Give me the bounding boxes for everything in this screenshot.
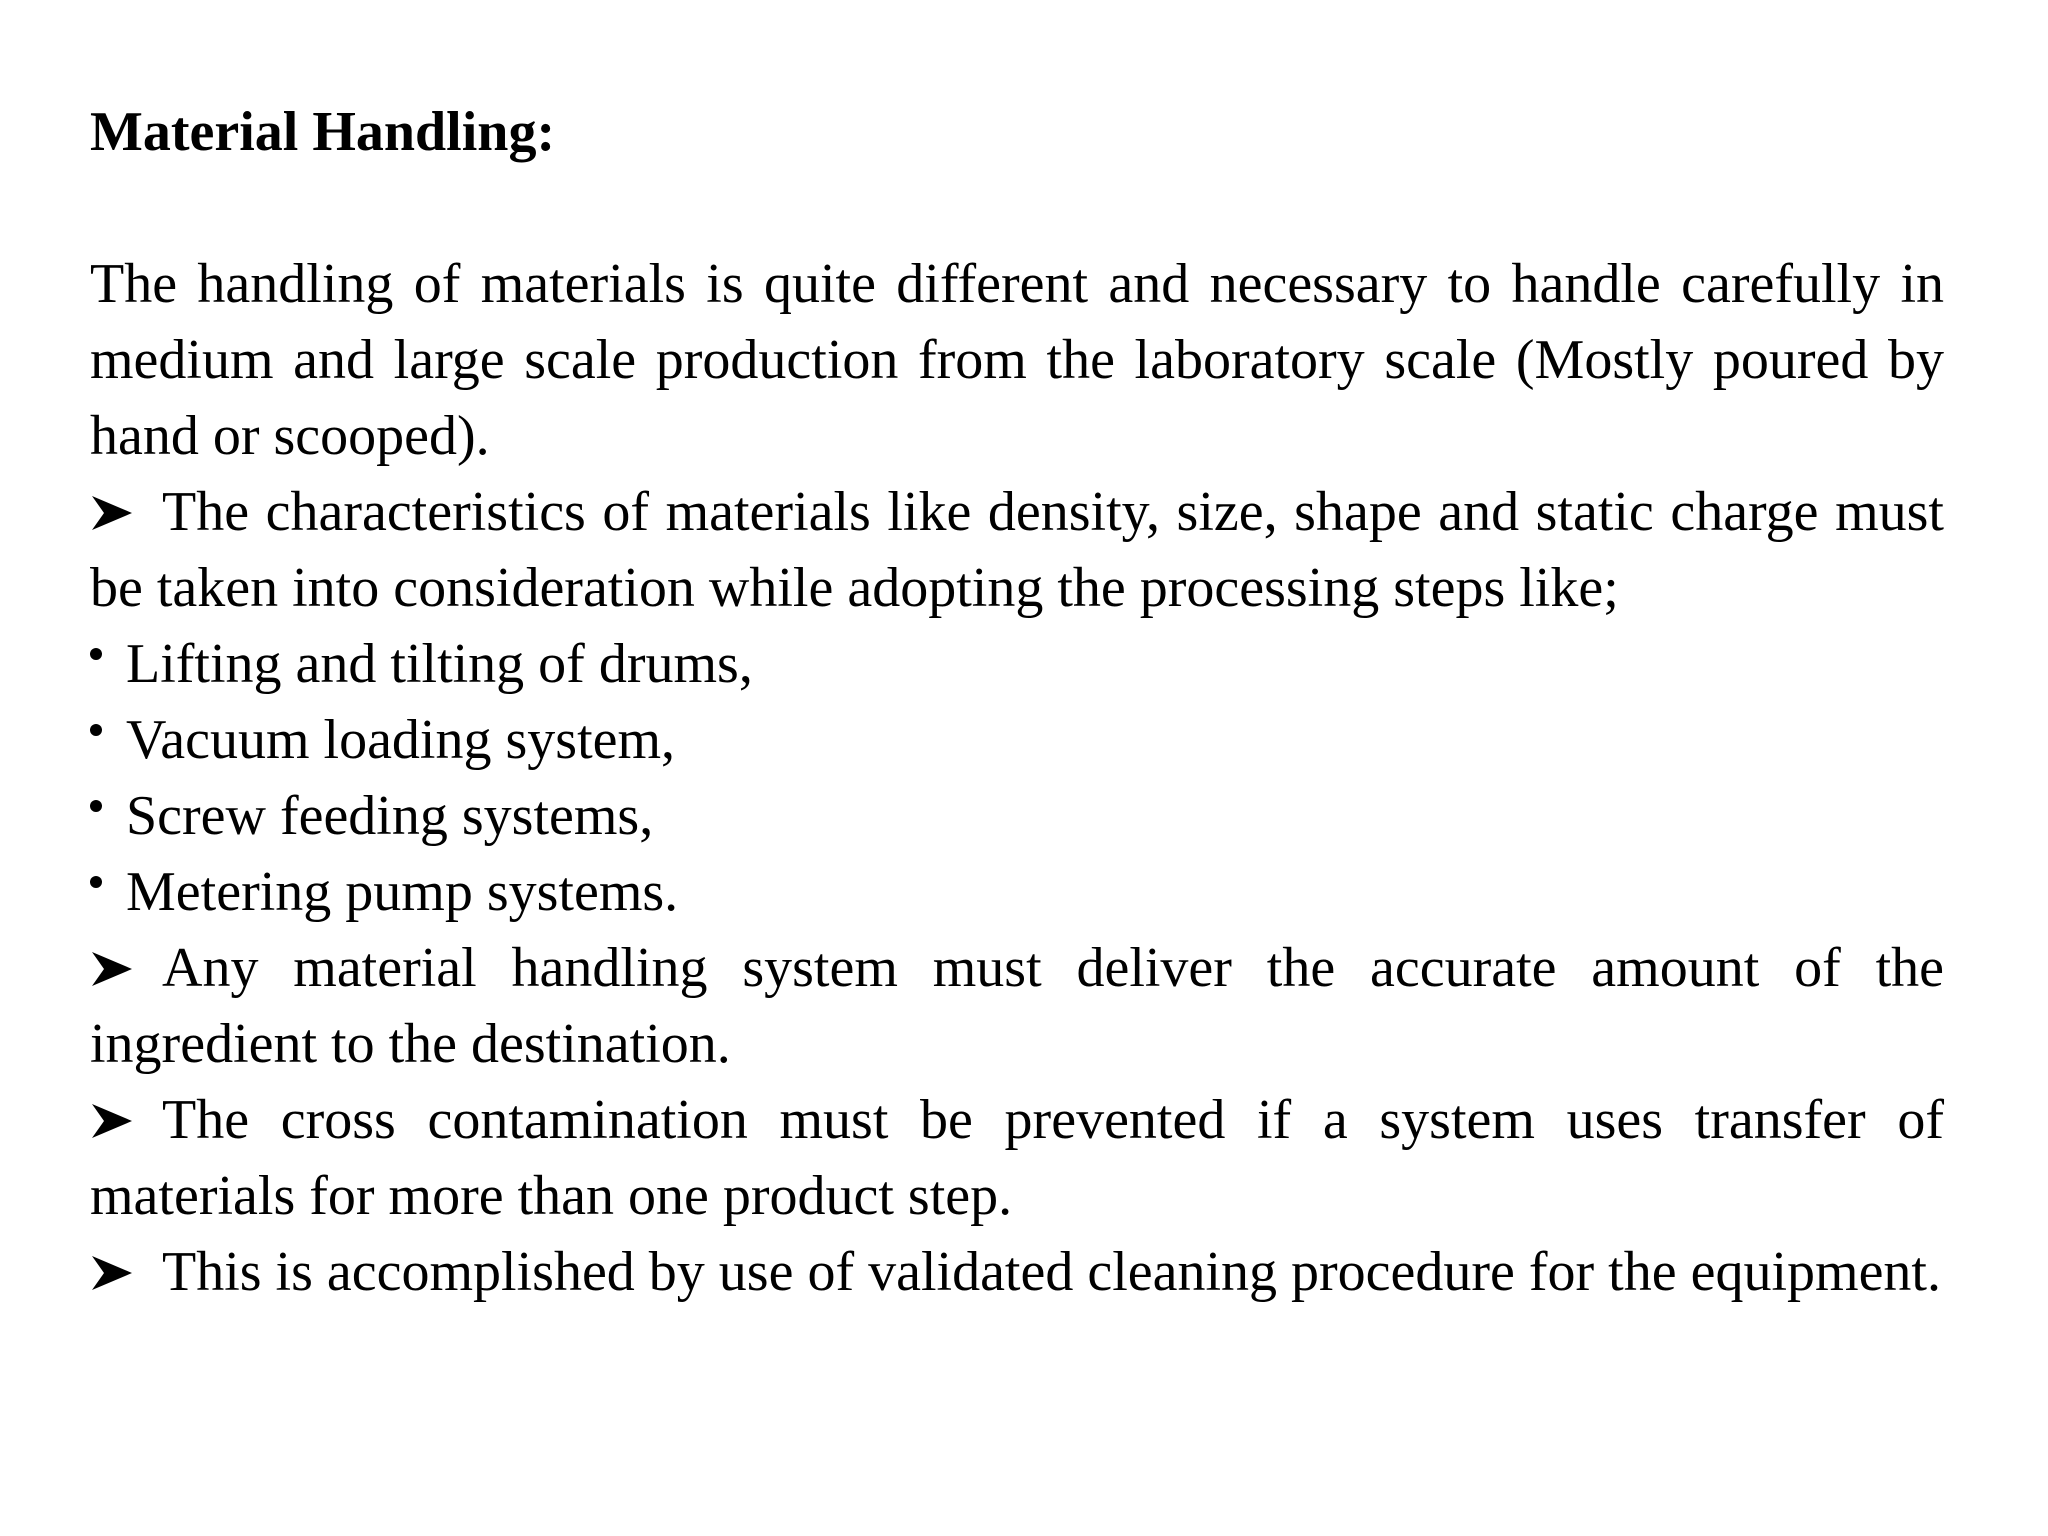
- list-item: [90, 854, 1944, 930]
- arrowhead-bullet-icon: [90, 1102, 134, 1140]
- bullet-text: Lifting and tilting of drums,: [126, 633, 753, 695]
- point-accuracy-text: Any material handling system must deliver the accurate amount of the ingredient to the destination.: [90, 937, 1944, 1075]
- point-characteristics: [90, 474, 1944, 626]
- point-contamination: [90, 1082, 1944, 1234]
- point-contamination-text: The cross contamination must be prevented if a system uses transfer of materials for more than one product step.: [90, 1089, 1944, 1227]
- round-bullet-icon: [90, 648, 102, 660]
- slide-content: [90, 94, 1944, 1310]
- list-item: [90, 778, 1944, 854]
- intro-paragraph: The handling of materials is quite different and necessary to handle carefully in medium and large scale production from the laboratory scale (Mostly poured by hand or scooped).: [90, 253, 1944, 467]
- slide-body: [90, 246, 1944, 1310]
- point-characteristics-text: The characteristics of materials like density, size, shape and static charge must be taken into consideration while adopting the processing steps like;: [90, 481, 1944, 619]
- round-bullet-icon: [90, 876, 102, 888]
- bullet-text: Vacuum loading system,: [126, 709, 676, 771]
- round-bullet-icon: [90, 724, 102, 736]
- list-item: [90, 702, 1944, 778]
- bullet-text: Screw feeding systems,: [126, 785, 654, 847]
- point-accuracy: [90, 930, 1944, 1082]
- bullet-text: Metering pump systems.: [126, 861, 679, 923]
- arrowhead-bullet-icon: [90, 1254, 134, 1292]
- page-title: Material Handling:: [90, 101, 556, 163]
- point-cleaning-text: This is accomplished by use of validated cleaning procedure for the equipment.: [162, 1241, 1941, 1303]
- list-item: [90, 626, 1944, 702]
- round-bullet-icon: [90, 800, 102, 812]
- arrowhead-bullet-icon: [90, 494, 134, 532]
- point-cleaning: [90, 1234, 1944, 1310]
- arrowhead-bullet-icon: [90, 950, 134, 988]
